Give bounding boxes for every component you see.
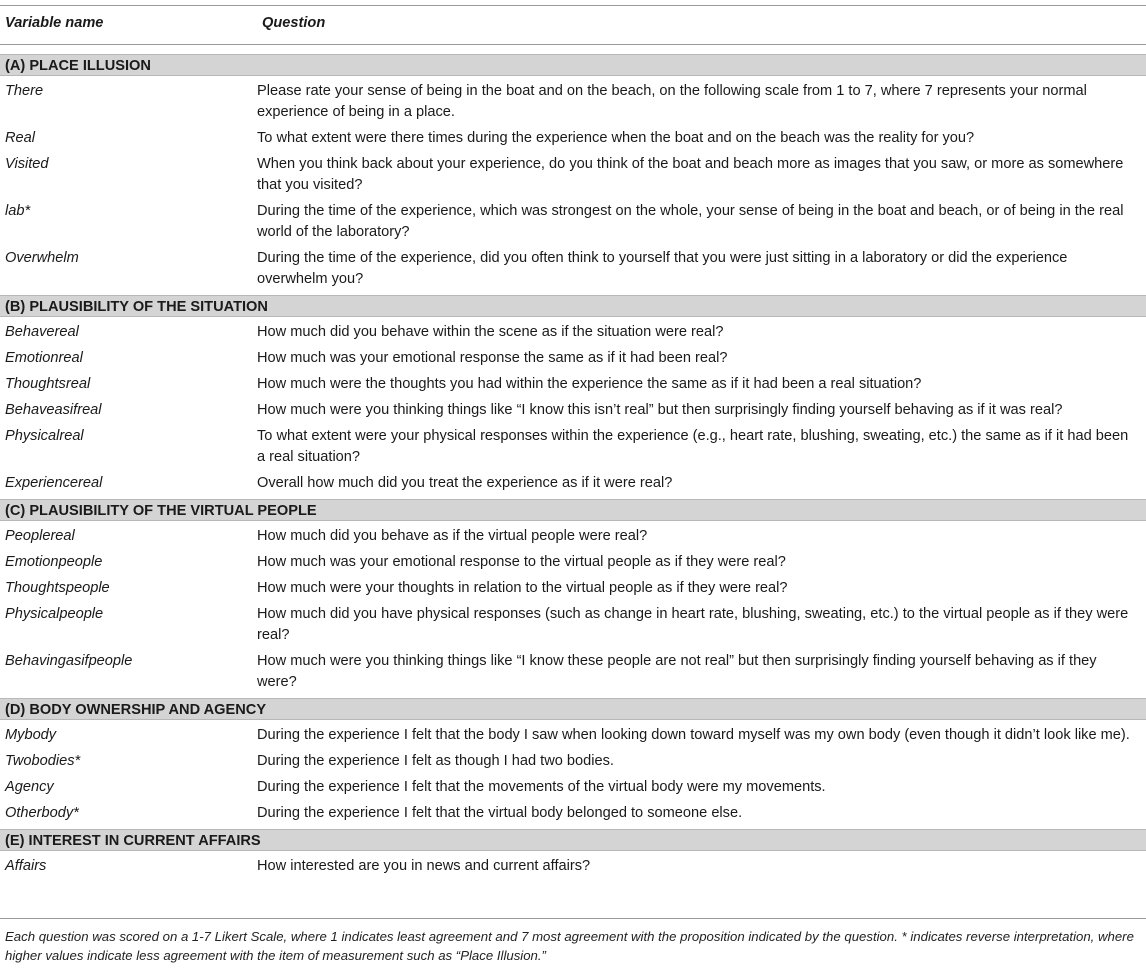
table-row xyxy=(0,526,1146,552)
variable-name: Behavingasifpeople xyxy=(5,653,133,669)
variable-name: Physicalpeople xyxy=(5,606,104,622)
variable-name: Affairs xyxy=(5,858,47,874)
variable-name: Emotionreal xyxy=(5,350,83,366)
variable-name: Real xyxy=(5,130,36,146)
table-row xyxy=(0,777,1146,803)
table-row xyxy=(0,473,1146,499)
question-text: How much were the thoughts you had within the experience the same as if it had been a real situation? xyxy=(257,376,922,392)
question-text: Overall how much did you treat the experience as if it were real? xyxy=(257,475,673,491)
variable-name: Otherbody* xyxy=(5,805,79,821)
question-text: During the time of the experience, did you often think to yourself that you were just sitting in a laboratory or did the experience overwhelm you? xyxy=(257,250,1068,287)
variable-name: Experiencereal xyxy=(5,475,103,491)
table-row xyxy=(0,803,1146,829)
question-text: When you think back about your experience, do you think of the boat and beach more as images that you saw, or more as somewhere that you visited? xyxy=(257,156,1124,193)
table-row xyxy=(0,374,1146,400)
section-header-place-illusion: (A) PLACE ILLUSION xyxy=(0,54,1146,76)
question-text: How much did you behave within the scene as if the situation were real? xyxy=(257,324,724,340)
table-row xyxy=(0,348,1146,374)
footer-rule xyxy=(0,918,1146,919)
table-row xyxy=(0,426,1146,473)
table-header xyxy=(0,6,1146,45)
question-text: Please rate your sense of being in the boat and on the beach, on the following scale from 1 to 7, where 7 represents your normal experience of being in a place. xyxy=(257,83,1087,120)
question-text: To what extent were your physical responses within the experience (e.g., heart rate, blushing, sweating, etc.) the same as if it had been a real situation? xyxy=(257,428,1129,465)
table-row xyxy=(0,201,1146,248)
question-text: How much were you thinking things like “I know these people are not real” but then surprisingly finding yourself behaving as if they were? xyxy=(257,653,1097,690)
variable-name: Behaveasifreal xyxy=(5,402,102,418)
section-header-plausibility-virtual-people: (C) PLAUSIBILITY OF THE VIRTUAL PEOPLE xyxy=(0,499,1146,521)
table-body xyxy=(0,54,1146,882)
question-text: How much was your emotional response the same as if it had been real? xyxy=(257,350,728,366)
question-text: How much were your thoughts in relation to the virtual people as if they were real? xyxy=(257,580,788,596)
header-question: Question xyxy=(262,15,326,31)
table-row xyxy=(0,400,1146,426)
table-row xyxy=(0,725,1146,751)
table-row xyxy=(0,322,1146,348)
question-text: To what extent were there times during the experience when the boat and on the beach was the reality for you? xyxy=(257,130,975,146)
variable-name: Emotionpeople xyxy=(5,554,103,570)
variable-name: Behavereal xyxy=(5,324,79,340)
question-text: How interested are you in news and current affairs? xyxy=(257,858,591,874)
question-text: During the experience I felt that the movements of the virtual body were my movements. xyxy=(257,779,826,795)
variable-name: Thoughtsreal xyxy=(5,376,91,392)
table-row xyxy=(0,651,1146,698)
question-text: During the experience I felt that the virtual body belonged to someone else. xyxy=(257,805,743,821)
question-text: How much did you have physical responses (such as change in heart rate, blushing, sweating, etc.) to the virtual people as if they were real? xyxy=(257,606,1129,643)
table-row xyxy=(0,578,1146,604)
question-text: During the time of the experience, which was strongest on the whole, your sense of being in the boat and beach, or of being in the real world of the laboratory? xyxy=(257,203,1124,240)
variable-name: Overwhelm xyxy=(5,250,79,266)
section-header-current-affairs: (E) INTEREST IN CURRENT AFFAIRS xyxy=(0,829,1146,851)
table-footnote: Each question was scored on a 1-7 Likert Scale, where 1 indicates least agreement and 7 most agreement with the proposition indicated by the question. * indicates reverse interpretation, where higher values indicate less agreement with the item of measurement such as “Place Illusion.” xyxy=(5,929,1134,963)
table-row xyxy=(0,856,1146,882)
variable-name: Twobodies* xyxy=(5,753,81,769)
table-row xyxy=(0,154,1146,201)
section-header-body-ownership: (D) BODY OWNERSHIP AND AGENCY xyxy=(0,698,1146,720)
variable-name: Thoughtspeople xyxy=(5,580,110,596)
table-row xyxy=(0,751,1146,777)
variable-name: Visited xyxy=(5,156,49,172)
variable-name: Agency xyxy=(5,779,54,795)
variable-name: Physicalreal xyxy=(5,428,84,444)
variable-name: Peoplereal xyxy=(5,528,75,544)
table-row xyxy=(0,248,1146,295)
section-header-plausibility-situation: (B) PLAUSIBILITY OF THE SITUATION xyxy=(0,295,1146,317)
variable-name: lab* xyxy=(5,203,31,219)
question-text: During the experience I felt as though I had two bodies. xyxy=(257,753,614,769)
question-text: During the experience I felt that the body I saw when looking down toward myself was my own body (even though it didn’t look like me). xyxy=(257,727,1130,743)
question-text: How much did you behave as if the virtual people were real? xyxy=(257,528,648,544)
variable-name: There xyxy=(5,83,44,99)
variable-name: Mybody xyxy=(5,727,57,743)
table-row xyxy=(0,81,1146,128)
table-row xyxy=(0,552,1146,578)
question-text: How much were you thinking things like “I know this isn’t real” but then surprisingly finding yourself behaving as if it was real? xyxy=(257,402,1063,418)
question-text: How much was your emotional response to the virtual people as if they were real? xyxy=(257,554,786,570)
table-row xyxy=(0,604,1146,651)
table-row xyxy=(0,128,1146,154)
header-variable-name: Variable name xyxy=(5,15,104,31)
